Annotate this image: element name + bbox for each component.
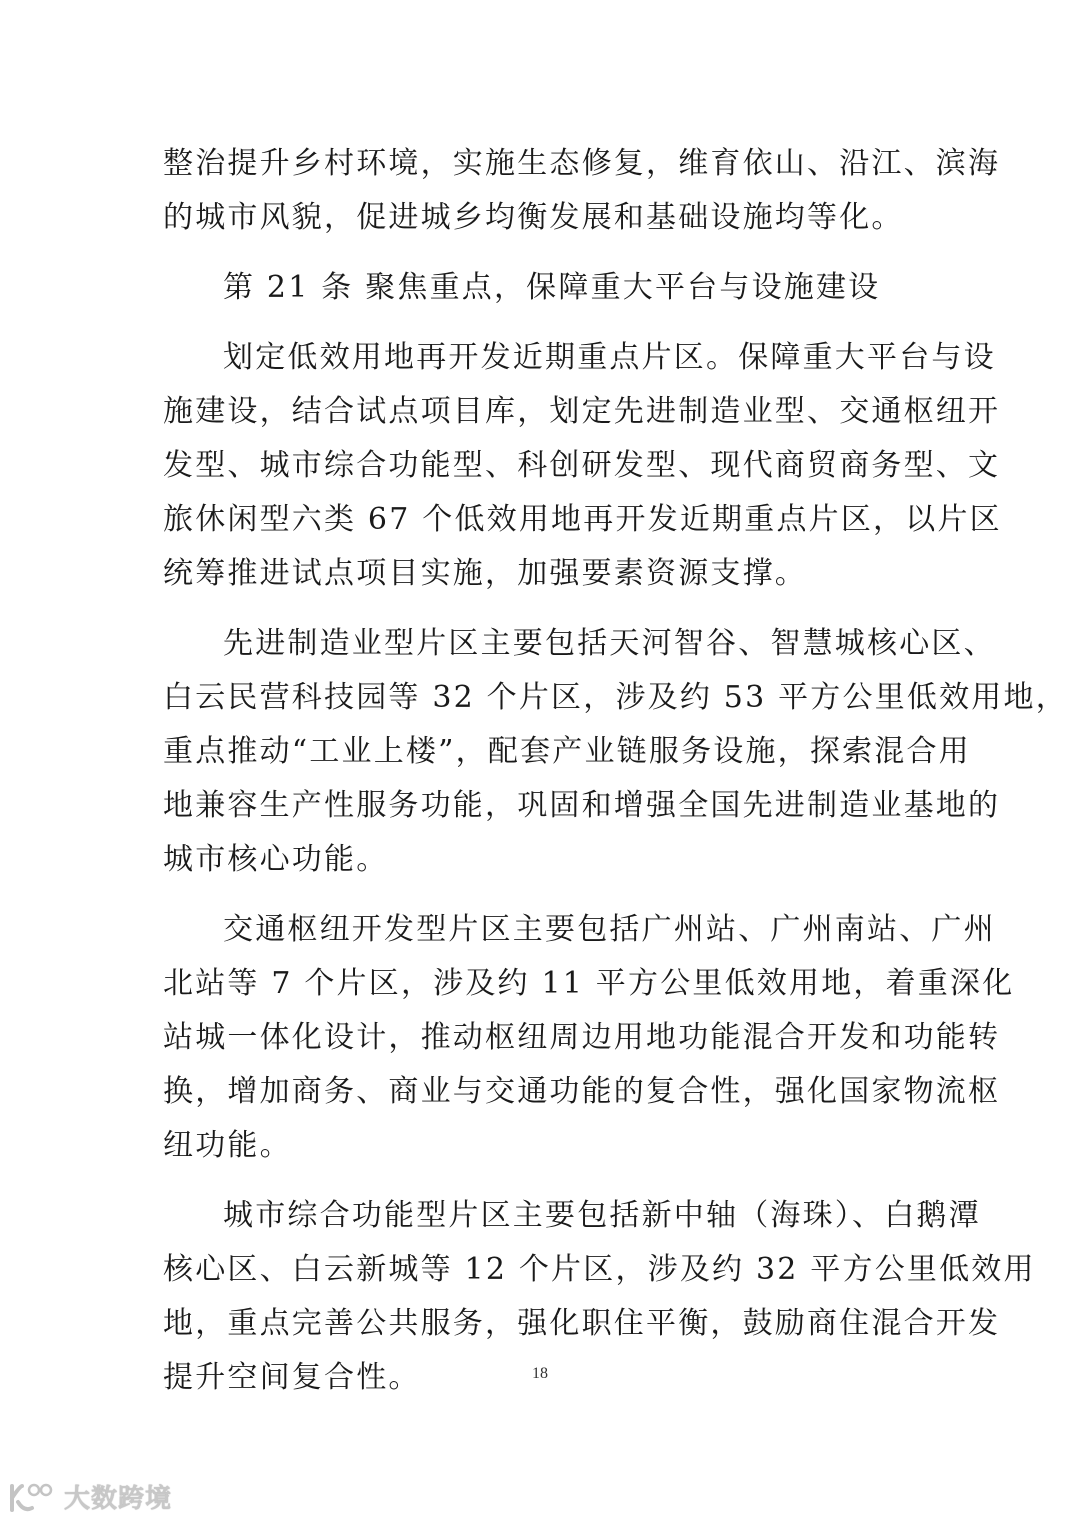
text-line: 发型、城市综合功能型、科创研发型、现代商贸商务型、文 — [163, 448, 1001, 483]
text-line: 提升空间复合性。 — [163, 1360, 421, 1395]
text-line: 白云民营科技园等 32 个片区，涉及约 53 平方公里低效用地， — [163, 680, 1068, 715]
article-heading — [163, 261, 917, 315]
text-line: 城市综合功能型片区主要包括新中轴（海珠）、白鹅潭 — [223, 1198, 981, 1233]
text-line: 划定低效用地再开发近期重点片区。保障重大平台与设 — [223, 340, 996, 375]
paragraph-advanced-manufacturing — [163, 617, 1068, 887]
watermark-text: 大数跨境 — [64, 1484, 173, 1514]
paragraph-transport-hub — [163, 903, 1015, 1173]
text-line: 先进制造业型片区主要包括天河智谷、智慧城核心区、 — [223, 626, 996, 661]
text-line: 重点推动“工业上楼”，配套产业链服务设施，探索混合用 — [163, 734, 971, 769]
text-line: 施建设，结合试点项目库，划定先进制造业型、交通枢纽开 — [163, 394, 1001, 429]
text-line: 地，重点完善公共服务，强化职住平衡，鼓励商住混合开发 — [163, 1306, 1001, 1341]
text-line: 换，增加商务、商业与交通功能的复合性，强化国家物流枢 — [163, 1074, 1001, 1109]
watermark — [8, 1478, 172, 1515]
text-line: 地兼容生产性服务功能，巩固和增强全国先进制造业基地的 — [163, 788, 1001, 823]
text-line: 整治提升乡村环境，实施生态修复，维育依山、沿江、滨海 — [163, 146, 1001, 181]
article-21-title: 第 21 条 聚焦重点，保障重大平台与设施建设 — [223, 270, 881, 305]
text-line: 北站等 7 个片区，涉及约 11 平方公里低效用地，着重深化 — [163, 966, 1015, 1001]
text-line: 核心区、白云新城等 12 个片区，涉及约 32 平方公里低效用 — [163, 1252, 1036, 1287]
text-line: 纽功能。 — [163, 1128, 292, 1163]
text-line: 统筹推进试点项目实施，加强要素资源支撑。 — [163, 556, 807, 591]
text-line: 交通枢纽开发型片区主要包括广州站、广州南站、广州 — [223, 912, 996, 947]
text-line: 旅休闲型六类 67 个低效用地再开发近期重点片区，以片区 — [163, 502, 1002, 537]
page-number: 18 — [532, 1365, 548, 1382]
document-body — [163, 137, 1068, 1405]
paragraph-intro-continued — [163, 137, 1001, 245]
paragraph-designate-areas — [163, 331, 1002, 601]
text-line: 城市核心功能。 — [163, 842, 389, 877]
text-line: 站城一体化设计，推动枢纽周边用地功能混合开发和功能转 — [163, 1020, 1001, 1055]
kaoo-logo-icon — [8, 1480, 58, 1514]
text-line: 的城市风貌，促进城乡均衡发展和基础设施均等化。 — [163, 200, 904, 235]
